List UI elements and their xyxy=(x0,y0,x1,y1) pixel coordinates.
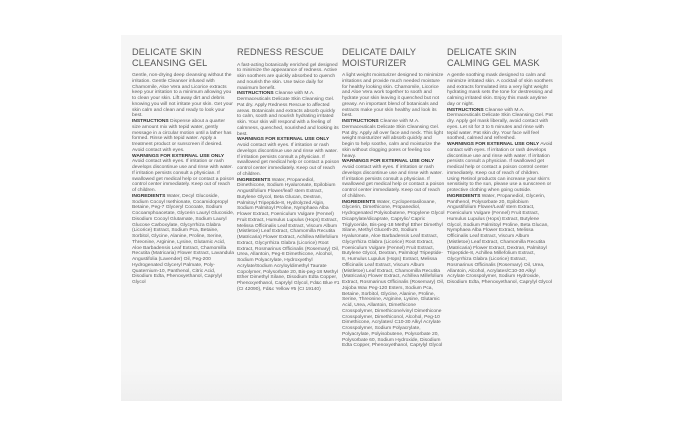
instructions-text: Cleanse with M.A. Dermaceuticals Delicate Skin Cleansing Gel. Pat dry. Apply gel mask liberally, avoid contact with eyes. Let sit for 3 to 5 minutes and rinse with tepid water. Pat skin dry. Your face will feel soothed, calmed and refreshed. xyxy=(447,107,553,142)
instructions-label: INSTRUCTIONS xyxy=(342,119,379,124)
instructions-section xyxy=(447,108,553,143)
intro-text: A light weight moisturizer designed to minimize irritations and provide much needed moisture for healthy looking skin. Chamomile, Licorice and Aloe Vera work together to sooth and hydrate your skin leaving it quenched but not greasy. An important blend of botanicals and extracts make your skin healthy and look its best. xyxy=(342,73,444,119)
warnings-text: Avoid contact with eyes. If irritation or rash develops discontinue use and rinse with water. If irritation persists consult a physician. If swallowed get medical help or contact a poison control center immediately. Keep out of reach of children. Using Retinol products can increase your skin's sensitivity to the sun, please use a sunscreen or protective clothing when going outside. xyxy=(447,142,553,193)
ingredients-label: INGREDIENTS xyxy=(237,177,271,183)
product-column-daily-moisturizer xyxy=(342,47,445,349)
product-description xyxy=(447,73,553,286)
ingredients-label: INGREDIENTS xyxy=(342,199,376,205)
product-column-redness-rescue xyxy=(237,47,340,293)
product-title: DELICATE SKIN CLEANSING GEL xyxy=(132,47,208,68)
intro-text: Gentle, non-drying deep cleansing without the irritation. Gentle Cleanser infused with Chamomile, Aloe Vera and Licorice extracts keep your irritation to a minimum allowing you to clean your skin. Lift away dirt and debris knowing you will not irritate your skin. Get your skin calm and clean and ready to look your best. xyxy=(132,73,233,119)
product-title: DELICATE SKIN CALMING GEL MASK xyxy=(447,47,540,68)
warnings-section xyxy=(132,154,235,194)
warnings-text: Avoid contact with eyes. If irritation or rash develops discontinue use and rinse with water. If irritation persists consult a physician. If swallowed get medical help or contact a poison control center immediately. Keep out of reach of children. xyxy=(237,143,340,177)
intro-text: A fast-acting botanically enriched gel designed to minimize the appearance of redness. Active skin soothers are quickly absorbed to quench and nourish the skin. Use twice daily for maximum benefit. xyxy=(237,62,338,91)
ingredients-section xyxy=(342,200,445,350)
instructions-label: INSTRUCTIONS xyxy=(132,119,169,124)
ingredients-text: Water, Decyl Glucoside, Sodium Cocoyl Isethionate, Cocamidopropyl Betaine, Peg-7 Glyceryl Cocoate, Sodium Cocoamphoacetate, Glycerin Lauryl Glucoside, Disodium Cocoyl Glutamate, Sodium Lauryl Glucose Carboxylate, Glycyrrhiza Glabra (Licorice) Extract, Sodium Pca, Betaine, Sorbitol, Glycine, Alanine, Proline, Serine, Threonine, Arginine, Lysine, Glutamic Acid, Aloe Barbadensis Leaf Extract, Chamomilla Recutita (Matricaria) Flower Extract, Lavandula Angustifolia (Lavender) Oil, Peg-200 Hydrogenated Glyceryl Palmate, Poly- Quaternium-10, Panthenol, Citric Acid, Disodium Edta, Phenoxyethanol, Caprylyl Glycol xyxy=(132,193,235,285)
product-title: DELICATE DAILY MOISTURIZER xyxy=(342,47,416,68)
instructions-text: Cleanse with M.A. Dermaceuticals Delicate Skin Cleansing Gel. Pat dry. Apply all over face and neck. This light weight moisturizer will absorb quickly and begin to help soothe, calm and moisturize the skin without clogging pores or feeling too heavy. xyxy=(342,119,443,159)
product-description xyxy=(132,73,235,286)
product-description xyxy=(237,63,340,293)
warnings-label: WARNINGS FOR EXTERNAL USE ONLY xyxy=(342,159,435,165)
product-column-calming-gel-mask xyxy=(447,47,553,286)
warnings-text: Avoid contact with eyes. If irritation or rash develops discontinue use and rinse with water. If irritation persists consult a physician. If swallowed get medical help or contact a poison control center immediately. Keep out of reach of children. xyxy=(132,159,235,193)
warnings-label: WARNINGS FOR EXTERNAL USE ONLY xyxy=(132,153,225,159)
instructions-section xyxy=(237,91,340,137)
product-label-panel xyxy=(121,35,562,401)
panel-bottom-shade xyxy=(121,369,562,401)
product-column-cleansing-gel xyxy=(132,47,235,286)
intro-text: A gentle soothing mask designed to calm and minimize irritated skin. A cocktail of skin soothers and extracts formulated into a very light weight hydrating mask sets the tone for destressing and calming irritated skin. Enjoy this mask anytime day or night. xyxy=(447,73,553,107)
ingredients-label: INGREDIENTS xyxy=(447,193,481,199)
ingredients-label: INGREDIENTS xyxy=(132,193,166,199)
ingredients-section xyxy=(132,194,235,286)
instructions-section xyxy=(342,119,445,159)
warnings-text: Avoid contact with eyes. If irritation or rash develops discontinue use and rinse with water. If irritation persists consult a physician. If swallowed get medical help or contact a poison control center immediately. Keep out of reach of children. xyxy=(342,165,445,199)
instructions-text: Cleanse with M.A. Dermaceuticals Delicate Skin Cleansing Gel. Pat dry. Apply Redness Rescue to affected areas. Botanicals and extracts absorb quickly to calm, sooth and nourish hydrating irritated skin. Your skin will respond with a feeling of calmness, quenched, nourished and looking its best. xyxy=(237,91,339,137)
product-description xyxy=(342,73,445,349)
instructions-section xyxy=(132,119,235,154)
warnings-section xyxy=(342,159,445,199)
warnings-label: WARNINGS FOR EXTERNAL USE ONLY xyxy=(447,142,540,147)
warnings-section xyxy=(237,137,340,177)
ingredients-section xyxy=(447,194,553,286)
instructions-label: INSTRUCTIONS xyxy=(237,91,274,97)
product-title: REDNESS RESCUE xyxy=(237,47,324,57)
ingredients-section xyxy=(237,178,340,293)
ingredients-text: Water, Cyclopentasiloxane, Glycerin, Dimethicone, Propanediol, Hydrogenated Polyisobutene, Propylene Glycol Dicaprylate/dicaprate, Caprylic/ Capric Triglyceride, Bis-peg-18 Methyl Ether Dimethyl Silane, Methyl Gluceth-20, Sodium Hyaluronate, Aloe Barbadensis Leaf Extract, Glycyrrhiza Glabra (Licorice) Root Extract, Foeniculum Vulgare (Fennel) Fruit Extract, Butylene Glycol, Dextran, Palmitoyl Tripeptide-8, Humulus Lupulus (Hops) Extract, Melissa Officinalis Leaf Extract, Viscum Album (Mistletoe) Leaf Extract, Chamomilla Recutita (Matricaria) Flower Extract, Achillea Millefolium Extract, Rosmarinus Officinalis (Rosemary) Oil, Jojoba Wax Peg-120 Esters, Sodium Pca, Betaine, Sorbitol, Glycine, Alanine, Proline, Serine, Threonine, Arginine, Lysine, Glutamic Acid, Urea, Allantoin, Dimethicone Crosspolymer, Dimethicone/vinyl Dimethicone Crosspolymer, Dimethiconol, Alcohol, Peg-10 Dimethicone, Acrylates/ C10-30 Alkyl Acrylate Crosspolymer, Sodium Polyacrylate, Polyacrylate, Polyisobutene, Polysorbate 20, Polysorbate 60, Sodium Hydroxide, Disodium Edta Copper, Phenoxyethanol, Caprylyl Glycol xyxy=(342,199,445,349)
ingredients-text: Water, Propanediol, Glycerin, Panthenol, Polysorbate 20, Epilobium Angustifolium Flower/Leaf/ stem Extract, Foeniculum Vulgare (Fennel) Fruit Extract, Humulus Lupulus (Hops) Extract, Butylene Glycol, Sodium Palmitoyl Proline, Beta Glucan, Nymphaea Alba Flower Extract, Melissa Officinalis Leaf Extract, Viscum Album (Mistletoe) Leaf Extract, Chamomilla Recutita (Matricaria) Flower Extract, Dextran, Palmitoyl Tripeptide-8, Achillea Millefolium Extract, Glycyrrhiza Glabra (Licorice) Extract, Rosmarinus Officinalis (Rosemary) Oil, Urea, Allantoin, Alcohol, Acrylates/C10-30 Alkyl Acrylate Crosspolymer, Sodium Hydroxide, Disodium Edta, Phenoxyethanol, Caprylyl Glycol xyxy=(447,193,552,285)
warnings-section xyxy=(447,142,553,194)
instructions-text: Dispense about a quarter size amount mix with tepid water, gently message in a circular motion until a lather has formed. Rinse with tepid water. Apply a treatment product or sunscreen if desired. Avoid contact with eyes. xyxy=(132,119,232,153)
ingredients-text: Water, Propanediol, Dimethicone, Sodium Hyaluronate, Epilobium Angustifolium Flower/leaf/ stem Extract, Butylene Glycol, Beta Glucan, Dextran, Palmitoyl Tripeptide-8, Hydrolyzed Algin, Sodium Palmitoyl Proline, Nymphaea Alba Flower Extract, Foeniculum Vulgare (Fennel) Fruit Extract, Humulus Lupulus (Hops) Extract, Melissa Officinalis Leaf Extract, Viscum Album (Mistletoe) Leaf Extract, Chamomilla Recutita (Matricaria) Flower Extract, Achillea Millefolium Extract, Glycyrrhiza Glabra (Licorice) Root Extract, Rosmarinus Officinalis (Rosemary) Oil, Urea, Allantoin, Peg-8 Dimethicone, Alcohol, Sodium Polyacrylate, Hydroxyethyl Acrylate/Sodium Acryloyldimethyl Taurate Copolymer, Polysorbate 20, Bis-peg-18 Methyl Ether Dimethyl Silane, Disodium Edta Copper, Phenoxyethanol, Caprylyl Glycol, Fd&c Blue #1 (CI 42090), Fd&c Yellow #5 (CI 19140) xyxy=(237,177,340,292)
instructions-label: INSTRUCTIONS xyxy=(447,107,484,113)
warnings-label: WARNINGS FOR EXTERNAL USE ONLY xyxy=(237,137,330,143)
